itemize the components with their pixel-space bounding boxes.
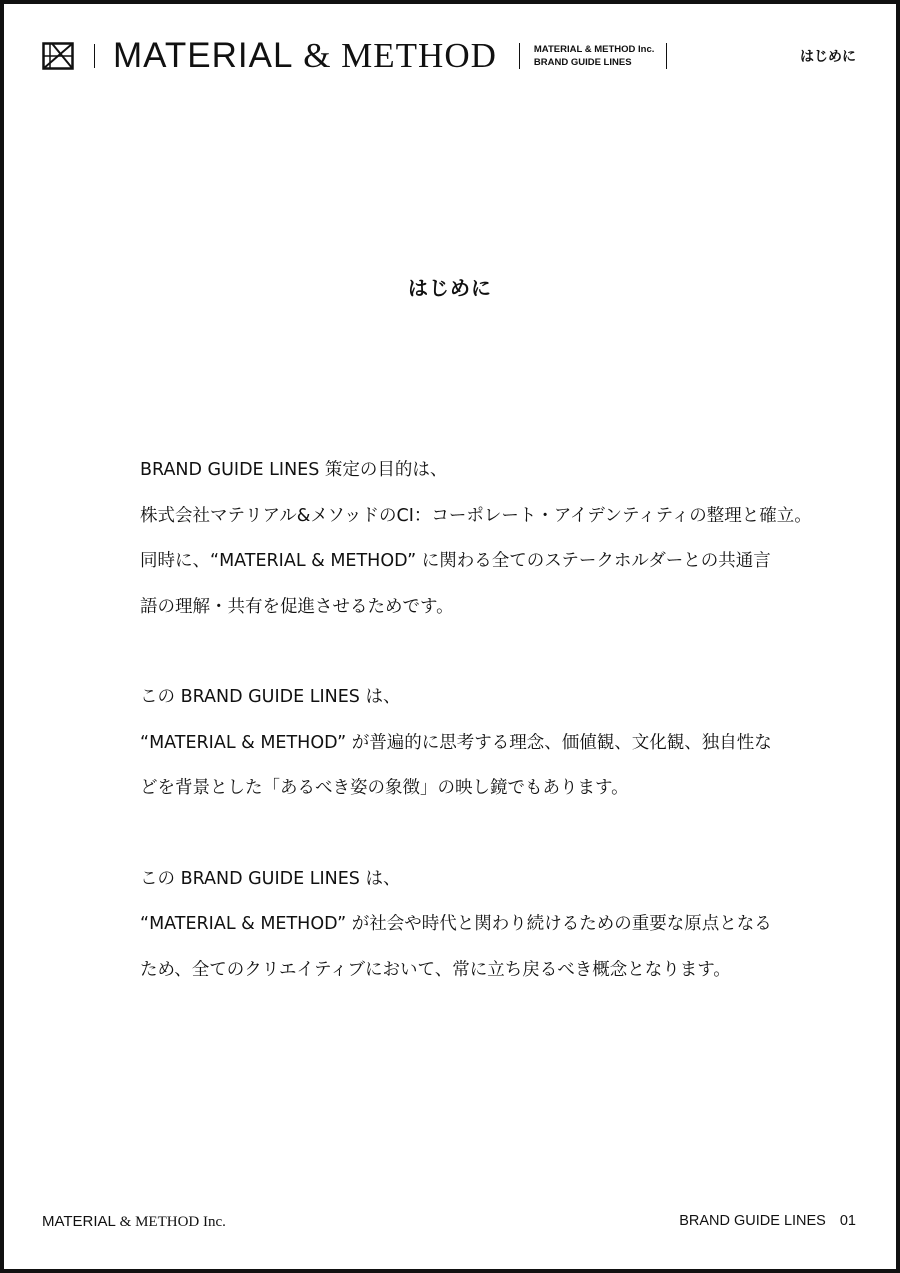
wordmark [113,38,497,74]
paragraph-line: BRAND GUIDE LINES 策定の目的は、 [140,460,448,480]
header-company: MATERIAL & METHOD Inc. [533,44,655,55]
wordmark-method: METHOD [341,36,497,75]
footer-doc-info [679,1213,856,1229]
wordmark-material: MATERIAL [113,36,294,75]
header-divider [519,43,520,69]
header-subtitle [534,43,655,69]
paragraph-line: ため、全てのクリエイティブにおいて、常に立ち戻るべき概念となります。 [140,959,731,980]
page-number: 01 [839,1213,856,1229]
page-title: はじめに [408,276,492,300]
footer-doc-name: BRAND GUIDE LINES [679,1213,826,1229]
paragraph-line: “MATERIAL & METHOD” が社会や時代と関わり続けるための重要な原点となる [140,914,772,934]
paragraph-origin [140,857,770,994]
header [42,38,667,74]
footer-company-ampersand: & [115,1214,136,1230]
paragraph-line: この BRAND GUIDE LINES は、 [140,868,401,889]
paragraph-line: “MATERIAL & METHOD” が普遍的に思考する理念、価値観、文化観、独自性な [140,732,772,753]
paragraph-line: 同時に、“MATERIAL & METHOD” に関わる全てのステークホルダーとの共通言 [140,551,771,571]
monogram-logo-icon [42,42,74,70]
paragraph-line: 語の理解・共有を促進させるためです。 [140,596,454,617]
section-label: はじめに [800,49,856,65]
footer-company-method: METHOD Inc. [135,1214,226,1230]
header-doc-name: BRAND GUIDE LINES [533,57,632,68]
paragraph-line: どを背景とした「あるべき姿の象徴」の映し鏡でもあります。 [140,778,629,798]
body-text [140,448,812,1038]
paragraph-line: 株式会社マテリアル&メソッドのCI：コーポレート・アイデンティティの整理と確立。 [140,505,812,526]
footer-company-material: MATERIAL [42,1213,116,1230]
footer-company [42,1213,226,1231]
header-divider [94,44,95,68]
paragraph-purpose [140,448,812,630]
paragraph-reflection [140,675,770,812]
paragraph-line: この BRAND GUIDE LINES は、 [140,687,401,707]
wordmark-ampersand: & [293,36,342,75]
header-divider [666,43,667,69]
